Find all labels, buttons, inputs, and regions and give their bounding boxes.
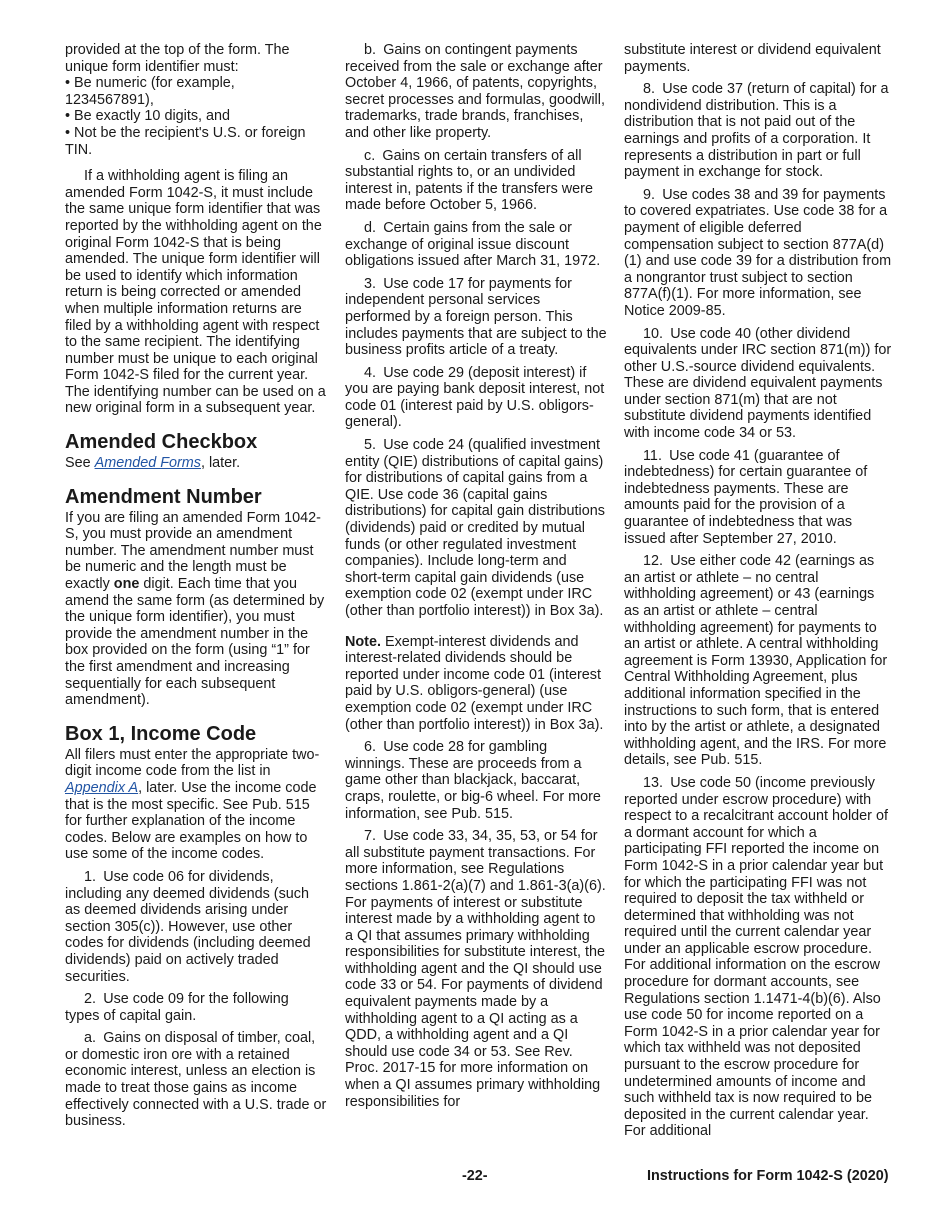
list-item: 3. Use code 17 for payments for independent personal services performed by a foreign person. This includes payments that are subject to the business profits article of a treaty.: [345, 275, 607, 359]
list-item: 6. Use code 28 for gambling winnings. These are proceeds from a game other than blackjack, baccarat, craps, roulette, or big-6 wheel. For more information, see Pub. 515.: [345, 739, 601, 822]
list-item: 11. Use code 41 (guarantee of indebtedness) for certain guarantee of indebtedness payments. These are amounts paid for the provision of a guarantee of indebtedness that was issued after September 27, 2010.: [624, 447, 868, 547]
list-item: d. Certain gains from the sale or exchange of original issue discount obligations issued after March 31, 1972.: [345, 219, 601, 270]
paragraph: provided at the top of the form. The unique form identifier must:: [65, 42, 290, 75]
column-left: [65, 42, 327, 1136]
paragraph: See Amended Forms, later.: [65, 455, 241, 472]
heading-amendment-number: Amendment Number: [65, 485, 262, 508]
list-item: 2. Use code 09 for the following types of capital gain.: [65, 991, 289, 1024]
list-item: a. Gains on disposal of timber, coal, or domestic iron ore with a retained economic interest, unless an election is made to treat those gains as income effectively connected with a U.S. trade or business.: [65, 1030, 327, 1130]
list-item: 1. Use code 06 for dividends, including any deemed dividends (such as deemed dividends arising under section 305(c)). However, use other codes for dividends (including deemed dividends) paid on actively traded securities.: [65, 868, 311, 985]
bullet-item: • Be numeric (for example, 1234567891),: [65, 75, 235, 108]
column-right: [624, 42, 892, 1146]
page-number: -22-: [462, 1168, 488, 1184]
list-item: c. Gains on certain transfers of all substantial rights to, or an undivided interest in, patents if the transfers were made before October 5, 1966.: [345, 147, 593, 214]
paragraph: All filers must enter the appropriate two-digit income code from the list in Appendix A, later. Use the income code that is the most specific. See Pub. 515 for further explanation of the income codes. Below are examples on how to use some of the income codes.: [65, 746, 320, 863]
bullet-item: • Not be the recipient's U.S. or foreign TIN.: [65, 124, 306, 158]
column-middle: [345, 42, 607, 1116]
list-item: 9. Use codes 38 and 39 for payments to covered expatriates. Use code 38 for a payment of eligible deferred compensation subject to section 877A(d)(1) and use code 39 for a distribution from a nongrantor trust subject to section 877A(f)(1). For more information, see Notice 2009-85.: [624, 186, 892, 319]
paragraph: If a withholding agent is filing an amended Form 1042-S, it must include the same unique form identifier that was reported by the withholding agent on the original Form 1042-S that is being amended. The unique form identifier will be used to identify which information return is being corrected or amended when multiple information returns are filed by a withholding agent with respect to the same recipient. The identifying number must be unique to each original Form 1042-S filed for the current year. The identifying number can be used on a new original form in a subsequent year.: [65, 168, 326, 417]
form-title: Instructions for Form 1042-S (2020): [647, 1168, 889, 1184]
list-item: 12. Use either code 42 (earnings as an artist or athlete – no central withholding agreement) or 43 (earnings as an artist or athlete – central withholding agreement) for payments to an artist or athlete. A central withholding agreement is Form 13930, Application for Central Withholding Agreement, plus additional information specified in the instructions to such form, that is entered into by the artist or athlete, a designated withholding agent, and the IRS. For more details, see Pub. 515.: [624, 553, 888, 769]
list-item: 5. Use code 24 (qualified investment entity (QIE) distributions of capital gains) for distributions of capital gains from a QIE. Use code 36 (capital gains distributions) for capital gain distributions (dividends) paid or credited by mutual funds (or other regulated investment companies). Include long-term and short-term capital gain dividends (use exemption code 02 (exempt under IRC (other than portfolio interest)) in Box 3a).: [345, 437, 605, 619]
appendix-a-link[interactable]: Appendix A: [65, 779, 139, 796]
list-item: 8. Use code 37 (return of capital) for a nondividend distribution. This is a distribution that is not paid out of the earnings and profits of a corporation. It represents a distribution in part or full payment in exchange for stock.: [624, 81, 889, 181]
list-item: 7. Use code 33, 34, 35, 53, or 54 for all substitute payment transactions. For more information, see Regulations sections 1.861-2(a)(7) and 1.861-3(a)(6). For payments of interest or substitute interest made by a withholding agent to a QI that assumes primary withholding responsibilities for substitute interest, the withholding agent and the QI should use code 33 or 54. For payments of dividend equivalent payments made by a withholding agent to a QI acting as a QDD, a withholding agent and a QI should use code 34 or 53. See Rev. Proc. 2017-15 for more information on when a QI assumes primary withholding responsibilities for: [345, 828, 606, 1110]
list-item: 4. Use code 29 (deposit interest) if you are paying bank deposit interest, not code 01 (interest paid by U.S. obligors-general).: [345, 364, 605, 431]
heading-amended-checkbox: Amended Checkbox: [65, 431, 258, 454]
list-item: 13. Use code 50 (income previously reported under escrow procedure) with respect to a recalcitrant account holder of a dormant account for which a participating FFI reported the income on Form 1042-S in a prior calendar year but for which the participating FFI was not required to deposit the tax withheld or determined that withholding was not required until the current calendar year under an applicable escrow procedure. For additional information on the escrow procedure for dormant accounts, see Regulations section 1.1471-4(b)(6). Also use code 50 for income reported on a Form 1042-S in a prior calendar year for which tax withheld was not deposited pursuant to the escrow procedure for undetermined amounts of income and such withheld tax is now required to be deposited in the current calendar year. For additional: [624, 774, 888, 1140]
paragraph: substitute interest or dividend equivalent payments.: [624, 42, 881, 75]
amended-forms-link[interactable]: Amended Forms: [94, 455, 201, 472]
heading-box1-income-code: Box 1, Income Code: [65, 722, 257, 745]
list-item: 10. Use code 40 (other dividend equivalents under IRC section 871(m)) for other U.S.-source dividend equivalents. These are dividend equivalent payments under section 871(m) that are not substitute dividend payments identified with income code 34 or 53.: [624, 325, 892, 442]
paragraph: If you are filing an amended Form 1042-S, you must provide an amendment number. The amendment number must be numeric and the length must be exactly one digit. Each time that you amend the same form (as determined by the unique form identifier), you must provide the amendment number in the box provided on the form (using “1” for the first amendment and increasing sequentially for each subsequent amendment).: [65, 509, 325, 709]
bullet-item: • Be exactly 10 digits, and: [65, 108, 231, 125]
note-paragraph: Note. Exempt-interest dividends and interest-related dividends should be reported under income code 01 (interest paid by U.S. obligors-general) (use exemption code 02 (exempt under IRC (other than portfolio interest)) in Box 3a).: [345, 633, 604, 733]
list-item: b. Gains on contingent payments received from the sale or exchange after October 4, 1966, of patents, copyrights, secret processes and formulas, goodwill, trademarks, trade brands, franchises, and other like property.: [345, 42, 605, 141]
